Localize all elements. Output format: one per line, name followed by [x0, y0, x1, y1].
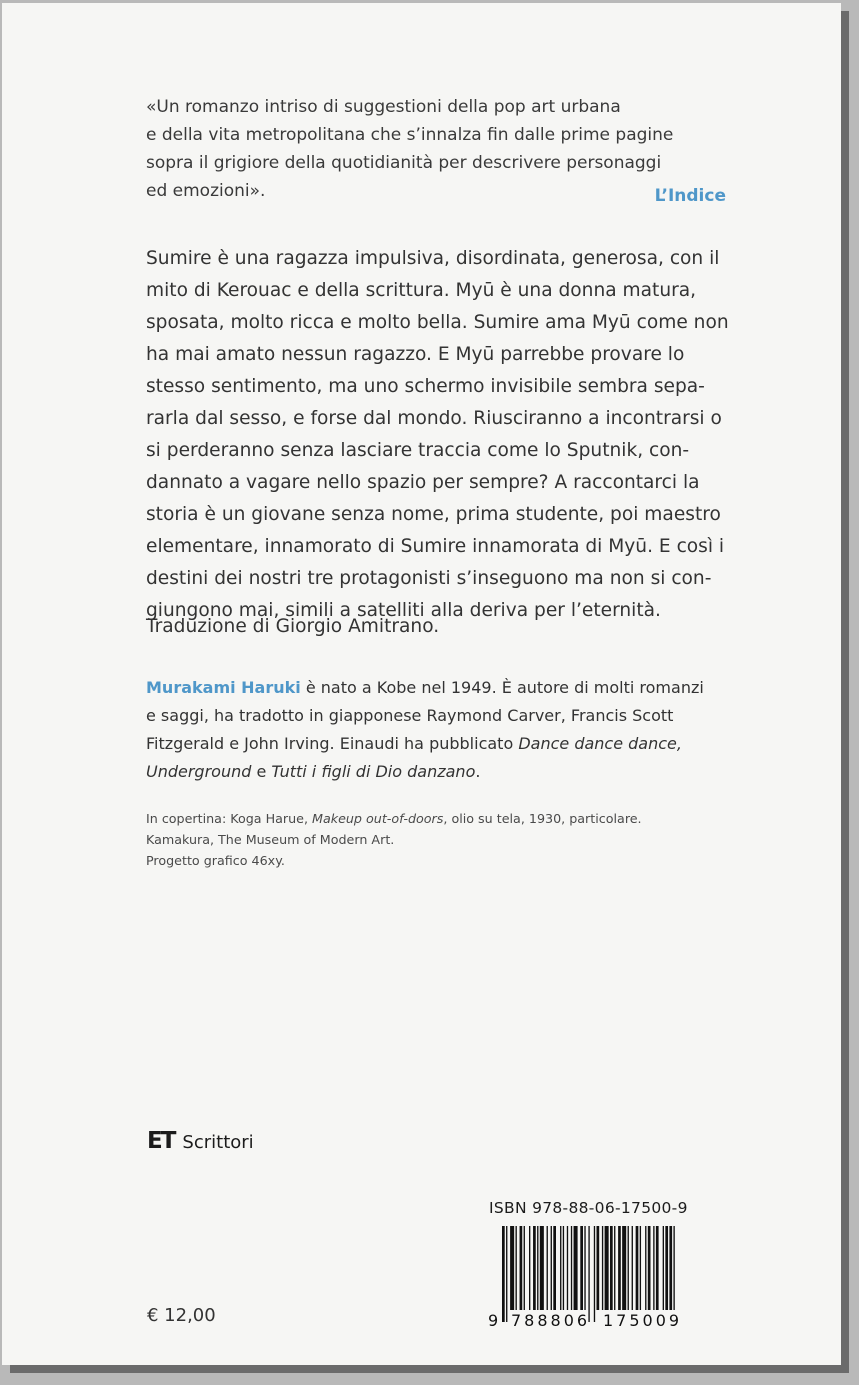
synopsis-line: si perderanno senza lasciare traccia come lo Sputnik, con-	[146, 440, 690, 461]
barcode-bar	[597, 1226, 600, 1310]
quote-line: sopra il grigiore della quotidianità per descrivere personaggi	[146, 153, 662, 173]
barcode-digit-first: 9	[488, 1311, 499, 1330]
cover-credits	[146, 808, 766, 871]
barcode-bar	[632, 1226, 633, 1310]
barcode-bar	[584, 1226, 585, 1310]
synopsis	[146, 243, 736, 627]
translator-credit: Traduzione di Giorgio Amitrano.	[146, 616, 440, 637]
barcode-bar	[588, 1226, 589, 1322]
barcode-bar	[669, 1226, 672, 1310]
barcode-bar	[640, 1226, 641, 1310]
credits-text: In copertina: Koga Harue,	[146, 811, 313, 826]
quote-source: L’Indice	[654, 186, 726, 206]
synopsis-line: sposata, molto ricca e molto bella. Sumire ama Myū come non	[146, 312, 729, 333]
barcode-bar	[610, 1226, 613, 1310]
book-title: Underground	[146, 762, 252, 781]
bio-line	[146, 730, 746, 758]
price: € 12,00	[147, 1305, 216, 1326]
barcode-bar	[540, 1226, 544, 1310]
synopsis-line: ha mai amato nessun ragazzo. E Myū parrebbe provare lo	[146, 344, 685, 365]
barcode-bar	[605, 1226, 609, 1310]
barcode-bar	[520, 1226, 523, 1310]
artwork-title: Makeup out-of-doors	[312, 811, 444, 826]
bio-line: e saggi, ha tradotto in giapponese Raymond Carver, Francis Scott	[146, 706, 674, 725]
et-logo: ET	[147, 1128, 175, 1154]
synopsis-line: Sumire è una ragazza impulsiva, disordinata, generosa, con il	[146, 248, 720, 269]
synopsis-line: rarla dal sesso, e forse dal mondo. Riusciranno a incontrarsi o	[146, 408, 722, 429]
barcode-bar	[665, 1226, 668, 1310]
credits-line: Kamakura, The Museum of Modern Art.	[146, 832, 395, 847]
barcode	[482, 1224, 710, 1331]
barcode-bar	[622, 1226, 626, 1310]
barcode-bar	[656, 1226, 659, 1310]
barcode-bar	[602, 1226, 603, 1310]
quote-line: «Un romanzo intriso di suggestioni della pop art urbana	[146, 97, 621, 117]
barcode-bar	[553, 1226, 556, 1310]
barcode-digits-right: 175009	[603, 1311, 683, 1330]
isbn-label: ISBN 978-88-06-17500-9	[489, 1199, 688, 1217]
credits-text: , olio su tela, 1930, particolare.	[443, 811, 642, 826]
series-imprint	[147, 1128, 254, 1154]
synopsis-line: storia è un giovane senza nome, prima studente, poi maestro	[146, 504, 721, 525]
barcode-digits-left: 788806	[511, 1311, 591, 1330]
bio-text: e	[251, 762, 272, 781]
barcode-bar	[636, 1226, 639, 1310]
series-name: Scrittori	[182, 1132, 254, 1153]
barcode-bar	[537, 1226, 538, 1310]
barcode-bar	[614, 1226, 615, 1310]
press-quote	[146, 93, 736, 205]
barcode-bar	[563, 1226, 564, 1310]
quote-line: e della vita metropolitana che s’innalza fin dalle prime pagine	[146, 125, 674, 145]
quote-line: ed emozioni».	[146, 181, 266, 201]
book-title: Dance dance dance,	[518, 734, 682, 753]
barcode-bar	[618, 1226, 621, 1310]
barcode-bar	[510, 1226, 514, 1310]
barcode-bar	[594, 1226, 595, 1322]
bio-text: .	[475, 762, 481, 781]
barcode-bar	[567, 1226, 568, 1310]
synopsis-line: destini dei nostri tre protagonisti s’inseguono ma non si con-	[146, 568, 712, 589]
barcode-bar	[580, 1226, 583, 1310]
bio-line	[146, 674, 746, 702]
barcode-bar	[551, 1226, 552, 1310]
synopsis-line: giungono mai, simili a satelliti alla deriva per l’eternità.	[146, 600, 661, 621]
barcode-bar	[628, 1226, 629, 1310]
barcode-bar	[673, 1226, 674, 1310]
barcode-bar	[574, 1226, 578, 1310]
barcode-bar	[502, 1226, 505, 1322]
barcode-bar	[547, 1226, 548, 1310]
credits-line: Progetto grafico 46xy.	[146, 853, 285, 868]
book-title: Tutti i figli di Dio danzano	[271, 762, 476, 781]
barcode-bar	[529, 1226, 530, 1310]
author-name: Murakami Haruki	[146, 678, 301, 697]
barcode-bar	[524, 1226, 525, 1310]
barcode-bar	[571, 1226, 572, 1310]
bio-line	[146, 758, 746, 786]
barcode-bar	[645, 1226, 646, 1310]
barcode-bar	[648, 1226, 651, 1310]
synopsis-line: stesso sentimento, ma uno schermo invisibile sembra sepa-	[146, 376, 705, 397]
synopsis-line: elementare, innamorato di Sumire innamorata di Myū. E così i	[146, 536, 725, 557]
barcode-bar	[653, 1226, 654, 1310]
barcode-bar	[533, 1226, 536, 1310]
barcode-bar	[506, 1226, 507, 1322]
credits-line	[146, 808, 766, 829]
bio-text: Fitzgerald e John Irving. Einaudi ha pubblicato	[146, 734, 519, 753]
barcode-bar	[663, 1226, 664, 1310]
synopsis-line: mito di Kerouac e della scrittura. Myū è una donna matura,	[146, 280, 697, 301]
bio-text: è nato a Kobe nel 1949. È autore di molti romanzi	[300, 678, 704, 697]
synopsis-line: dannato a vagare nello spazio per sempre? A raccontarci la	[146, 472, 700, 493]
barcode-bar	[560, 1226, 561, 1310]
author-bio	[146, 674, 746, 786]
barcode-bar	[516, 1226, 517, 1310]
